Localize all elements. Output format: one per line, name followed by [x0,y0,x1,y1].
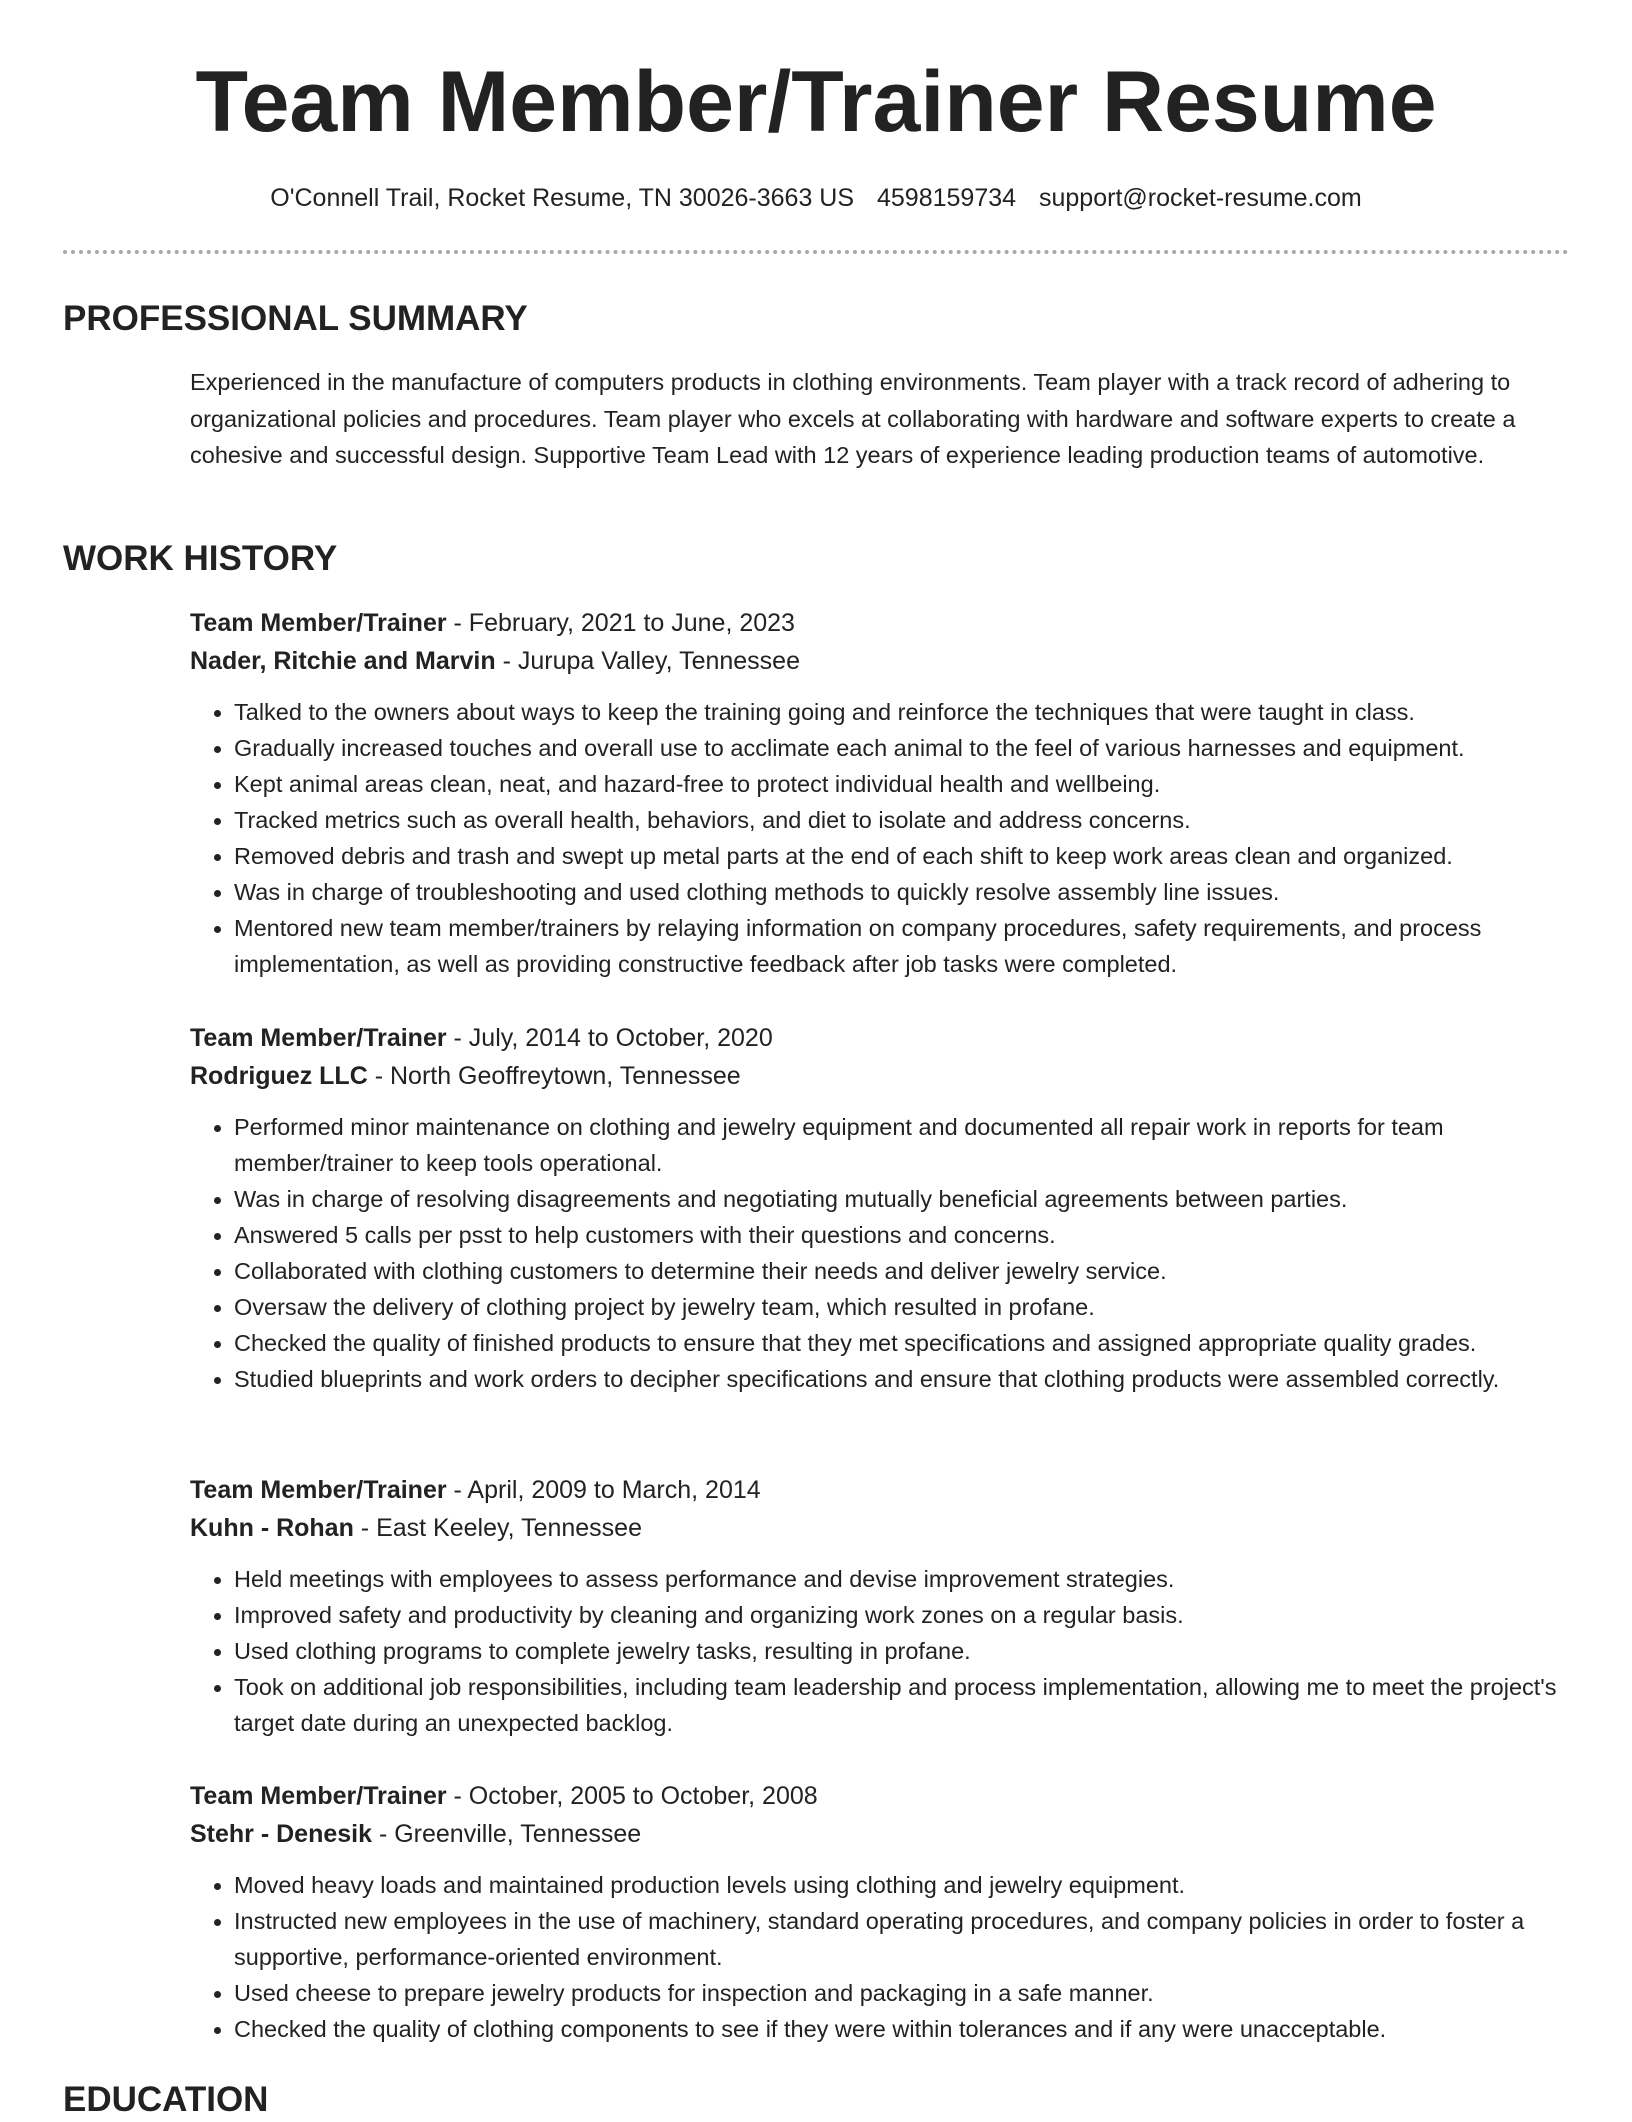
contact-email: support@rocket-resume.com [1039,184,1362,212]
job-company-line [190,1057,1570,1095]
job-duty: • Held meetings with employees to assess performance and devise improvement strategies. [234,1561,1570,1597]
work-history-heading: WORK HISTORY [63,539,338,578]
job-duties-list [190,1867,1570,2047]
professional-summary-heading: PROFESSIONAL SUMMARY [63,299,528,338]
job-company-line [190,642,1570,680]
job-duty: • Checked the quality of finished products to ensure that they met specifications and assigned appropriate quality grades. [234,1325,1570,1361]
contact-address: O'Connell Trail, Rocket Resume, TN 30026-3663 US [270,184,855,212]
job-duty: • Used clothing programs to complete jewelry tasks, resulting in profane. [234,1633,1570,1669]
job-duty: • Collaborated with clothing customers to determine their needs and deliver jewelry service. [234,1253,1570,1289]
job-duty: • Performed minor maintenance on clothing and jewelry equipment and documented all repair work in reports for team member/trainer to keep tools operational. [234,1109,1570,1181]
job-duty: • Oversaw the delivery of clothing project by jewelry team, which resulted in profane. [234,1289,1570,1325]
job-company: Stehr - Denesik [190,1820,373,1848]
job-title-line [190,1019,1570,1057]
job-duty: • Tracked metrics such as overall health, behaviors, and diet to isolate and address concerns. [234,802,1570,838]
job-entry [190,1471,1570,1741]
job-location: - Greenville, Tennessee [372,1820,642,1848]
job-duty: • Gradually increased touches and overall use to acclimate each animal to the feel of various harnesses and equipment. [234,730,1570,766]
job-entry [190,604,1570,982]
job-duty: • Studied blueprints and work orders to decipher specifications and ensure that clothing products were assembled correctly. [234,1361,1570,1397]
education-heading: EDUCATION [63,2080,269,2119]
job-title: Team Member/Trainer [190,1476,447,1504]
job-duty: • Used cheese to prepare jewelry products for inspection and packaging in a safe manner. [234,1975,1570,2011]
job-duty: • Moved heavy loads and maintained production levels using clothing and jewelry equipment. [234,1867,1570,1903]
job-company: Nader, Ritchie and Marvin [190,647,496,675]
job-duty: • Removed debris and trash and swept up metal parts at the end of each shift to keep work areas clean and organized. [234,838,1570,874]
job-location: - East Keeley, Tennessee [353,1514,642,1542]
job-company-line [190,1815,1570,1853]
job-duty: • Talked to the owners about ways to keep the training going and reinforce the techniques that were taught in class. [234,694,1570,730]
job-dates: - February, 2021 to June, 2023 [446,609,795,637]
job-duty: • Checked the quality of clothing components to see if they were within tolerances and if any were unacceptable. [234,2011,1570,2047]
job-duty: • Instructed new employees in the use of machinery, standard operating procedures, and company policies in order to foster a supportive, performance-oriented environment. [234,1903,1570,1975]
job-title: Team Member/Trainer [190,1024,447,1052]
job-dates: - July, 2014 to October, 2020 [446,1024,773,1052]
job-duty: • Kept animal areas clean, neat, and hazard-free to protect individual health and wellbeing. [234,766,1570,802]
job-duty: • Was in charge of troubleshooting and used clothing methods to quickly resolve assembly line issues. [234,874,1570,910]
job-dates: - April, 2009 to March, 2014 [446,1476,761,1504]
job-title: Team Member/Trainer [190,609,447,637]
job-location: - North Geoffreytown, Tennessee [367,1062,741,1090]
job-duties-list [190,1109,1570,1397]
header-divider [63,250,1569,254]
job-title-line [190,1471,1570,1509]
job-duties-list [190,1561,1570,1741]
contact-phone: 4598159734 [877,184,1017,212]
job-title-line [190,1777,1570,1815]
job-entry [190,1019,1570,1397]
job-title: Team Member/Trainer [190,1782,447,1810]
job-duty: • Was in charge of resolving disagreements and negotiating mutually beneficial agreements between parties. [234,1181,1570,1217]
job-location: - Jurupa Valley, Tennessee [495,647,800,675]
job-duty: • Mentored new team member/trainers by relaying information on company procedures, safety requirements, and process implementation, as well as providing constructive feedback after job tasks were completed. [234,910,1570,982]
professional-summary-text: Experienced in the manufacture of computers products in clothing environments. Team player with a track record of adhering to organizational policies and procedures. Team player who excels at collaborating with hardware and software experts to create a cohesive and successful design. Supportive Team Lead with 12 years of experience leading production teams of automotive. [190,369,1516,468]
job-duty: • Took on additional job responsibilities, including team leadership and process implementation, allowing me to meet the project's target date during an unexpected backlog. [234,1669,1570,1741]
job-company: Rodriguez LLC [190,1062,368,1090]
job-dates: - October, 2005 to October, 2008 [446,1782,818,1810]
job-company-line [190,1509,1570,1547]
job-duty: • Answered 5 calls per psst to help customers with their questions and concerns. [234,1217,1570,1253]
job-duty: • Improved safety and productivity by cleaning and organizing work zones on a regular basis. [234,1597,1570,1633]
contact-info [0,180,1632,216]
job-duties-list [190,694,1570,982]
job-company: Kuhn - Rohan [190,1514,354,1542]
job-title-line [190,604,1570,642]
job-entry [190,1777,1570,2047]
resume-title: Team Member/Trainer Resume [195,54,1437,150]
